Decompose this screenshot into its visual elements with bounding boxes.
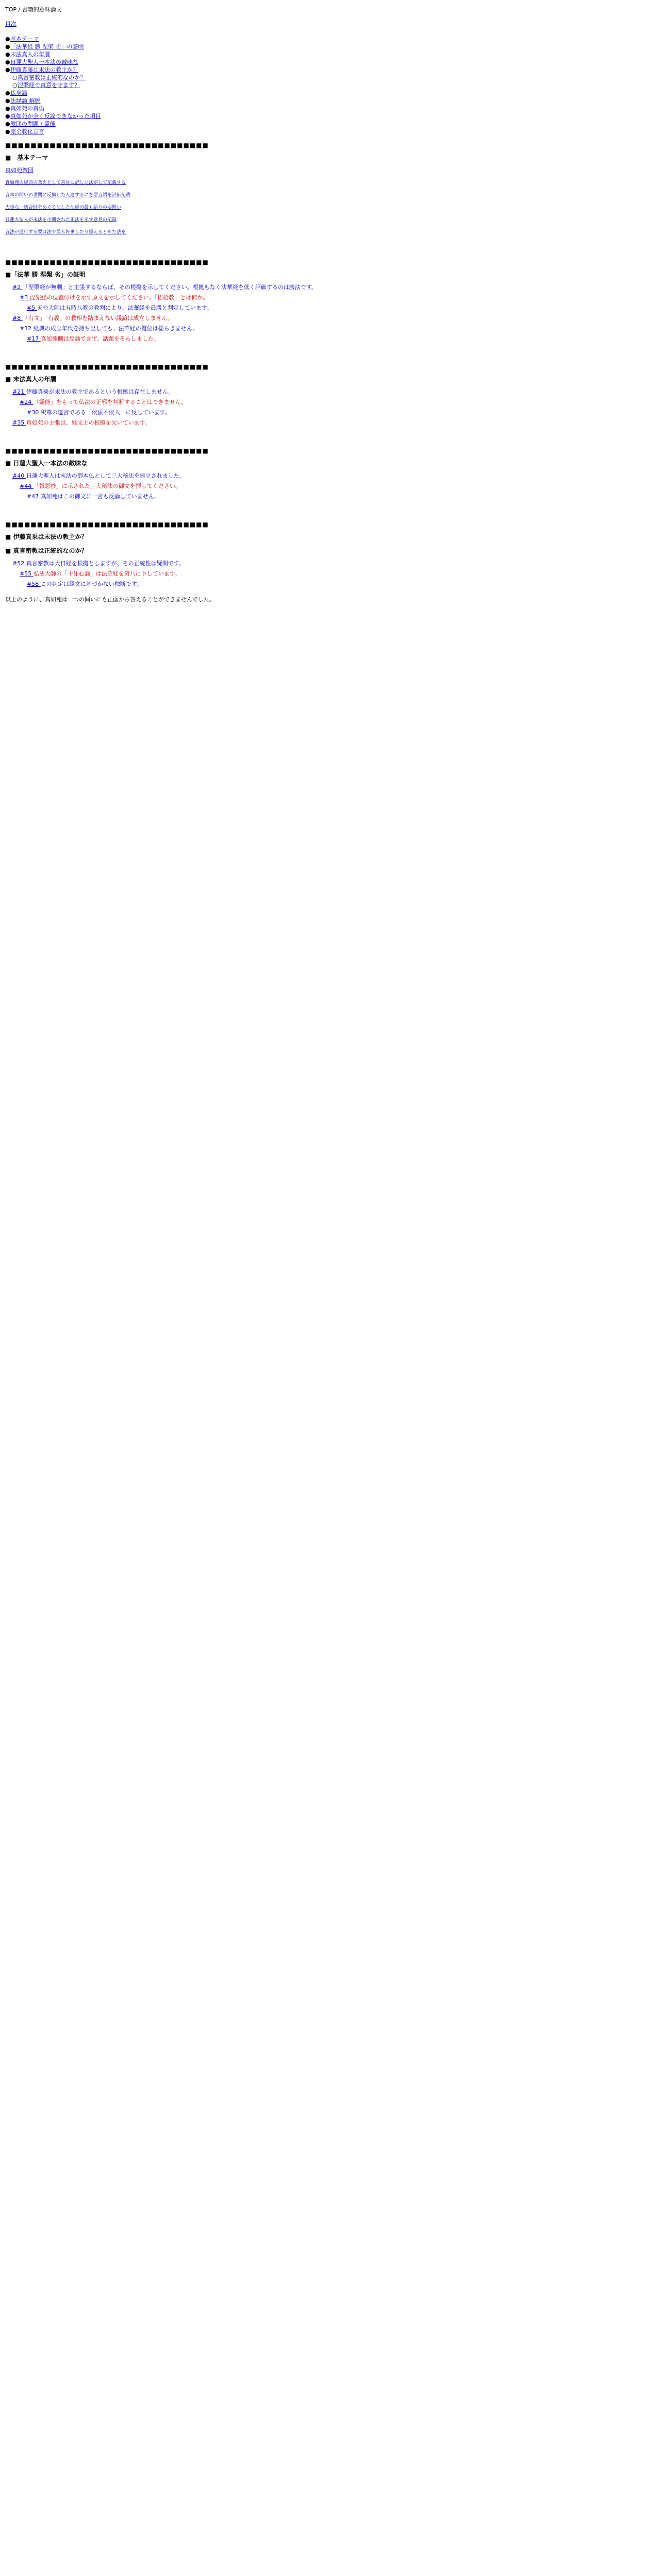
subsection-title: ■ 真言密教は正統的なのか？ — [5, 547, 88, 554]
bullet-icon: ● — [5, 90, 10, 96]
section-title: ■ 日蓮大聖人一本法の敵味な — [5, 460, 88, 467]
post-text: 日蓮大聖人は末法の御本仏として三大秘法を建立されました。 — [26, 472, 185, 479]
toc-link-item[interactable]: 真如苑が全く反論できなかった項目 — [10, 113, 101, 120]
section-line-link[interactable]: 日蓮大聖人が末法を小間された正法を示す意見の記録 — [5, 217, 117, 223]
post-list — [5, 388, 657, 430]
separator: ■■■■■■■■■■■■■■■■■■■■■■■■■■■■■■■■ — [5, 142, 209, 149]
toc-link-item[interactable]: 真如苑の真偽 — [10, 105, 44, 112]
post-text: 「涅槃経が無劇」と主張するならば、その根拠を示してください。根拠もなく法華経を低く評価するのは謗法です。 — [22, 284, 317, 291]
post-list — [5, 560, 657, 591]
table-of-contents — [5, 35, 657, 135]
post-number-link[interactable]: #5 — [27, 304, 37, 311]
post-text: 伊藤真乗が末法の教主であるという根拠は存在しません。 — [26, 388, 174, 395]
toc-link-item[interactable]: 教団の問題 / 霊能 — [10, 121, 56, 127]
section-lines — [5, 179, 657, 236]
section-line-link[interactable]: 言法が通行する要は法で最も好ましたり思えるとめた法を — [5, 230, 126, 235]
post-item — [5, 493, 657, 500]
post-text: 真如苑はこの御文に一言も反論していません。 — [40, 493, 160, 500]
toc-link-item[interactable]: 伊藤真藤は末法の教主か？ — [10, 66, 78, 73]
post-number-link[interactable]: #52 — [12, 560, 26, 567]
toc-link[interactable]: 目次 — [5, 21, 16, 27]
post-number-link[interactable]: #3 — [20, 294, 30, 301]
post-item — [5, 294, 657, 301]
post-number-link[interactable]: #21 — [12, 388, 26, 395]
post-number-link[interactable]: #8 — [12, 315, 23, 321]
closing-note: 以上のように、真如苑は一つの問いにも正面から答えることができませんでした。 — [5, 596, 215, 603]
post-text: 経典の成立年代を持ち出しても、法華経の優位は揺らぎません。 — [33, 325, 198, 332]
post-number-link[interactable]: #2 — [12, 284, 23, 291]
toc-link-item[interactable]: 法縁論 解脱 — [10, 97, 41, 104]
page — [0, 0, 662, 603]
post-number-link[interactable]: #24 — [20, 399, 34, 405]
separator: ■■■■■■■■■■■■■■■■■■■■■■■■■■■■■■■■ — [5, 363, 209, 370]
toc-item — [5, 43, 657, 50]
section-line-link[interactable]: 真如苑の経典の教えとして意見に記した法がして記載する — [5, 180, 126, 185]
post-item — [5, 335, 657, 343]
post-item — [5, 304, 657, 312]
toc-item — [5, 128, 657, 135]
section-line-link[interactable]: 言本の問いの世間に反旗した人達するにを悪言語を評価記載 — [5, 193, 131, 198]
bullet-icon: ● — [5, 128, 10, 135]
post-number-link[interactable]: #58 — [27, 581, 41, 587]
bullet-icon: ○ — [12, 82, 18, 89]
post-number-link[interactable]: #35 — [12, 419, 26, 426]
post-number-link[interactable]: #40 — [12, 472, 26, 479]
toc-item — [5, 58, 657, 66]
toc-item — [5, 97, 657, 105]
bullet-icon: ● — [5, 59, 10, 65]
toc-link-item[interactable]: 涅槃経で真意を守ます？ — [18, 82, 80, 89]
post-text: 涅槃経の位置付けを示す原文を示してください。「捃拾教」とは何か。 — [29, 294, 209, 301]
section-title: ■ 伊藤真乗は末法の教主か？ — [5, 533, 88, 540]
post-item — [5, 570, 657, 578]
toc-link-item[interactable]: 真言密教は正統的なのか？ — [18, 74, 86, 81]
post-item — [5, 284, 657, 291]
toc-link-item[interactable]: 基本テーマ — [10, 36, 39, 42]
post-item — [5, 399, 657, 406]
post-item — [5, 560, 657, 567]
post-item — [5, 419, 657, 427]
section-title: ■ 基本テーマ — [5, 154, 48, 161]
separator: ■■■■■■■■■■■■■■■■■■■■■■■■■■■■■■■■ — [5, 521, 209, 528]
post-number-link[interactable]: #12 — [20, 325, 34, 332]
bullet-icon: ● — [5, 121, 10, 127]
post-text: 真如苑側は反論できず、話題をそらしました。 — [40, 335, 159, 342]
post-item — [5, 388, 657, 396]
bullet-icon: ● — [5, 36, 10, 42]
toc-item — [5, 81, 657, 89]
post-text: 弘法大師の「十住心論」は法華経を第八に下しています。 — [33, 570, 180, 577]
toc-item — [5, 74, 657, 81]
separator: ■■■■■■■■■■■■■■■■■■■■■■■■■■■■■■■■ — [5, 447, 209, 454]
post-text: この判定は経文に基づかない独断です。 — [40, 581, 142, 587]
post-number-link[interactable]: #30 — [27, 409, 41, 416]
toc-item — [5, 120, 657, 128]
post-list — [5, 472, 657, 503]
section-line-link[interactable]: 大事な一切合財をめぐる法した法経の最も語りの要問い — [5, 205, 122, 210]
toc-link-item[interactable]: 仏身論 — [10, 90, 27, 96]
bullet-icon: ● — [5, 105, 10, 112]
section-title: ■ 末法真人の年贋 — [5, 376, 57, 383]
bullet-icon: ● — [5, 97, 10, 104]
toc-item — [5, 112, 657, 120]
post-text: 真言密教は大日経を根拠としますが、その正統性は疑問です。 — [26, 560, 185, 567]
post-number-link[interactable]: #44 — [20, 483, 34, 489]
toc-item — [5, 105, 657, 112]
bullet-icon: ● — [5, 113, 10, 120]
toc-item — [5, 35, 657, 43]
post-text: 「有文」「有義」の教相を踏まえない議論は成立しません。 — [22, 315, 173, 321]
post-text: 釈尊の遺言である「依法不依人」に反しています。 — [40, 409, 171, 416]
toc-link-item[interactable]: 末法真人の年贋 — [10, 51, 50, 58]
breadcrumb[interactable]: TOP / 書籍的意味論文 — [5, 6, 62, 13]
bullet-icon: ● — [5, 43, 10, 50]
bullet-icon: ● — [5, 66, 10, 73]
post-number-link[interactable]: #17 — [27, 335, 41, 342]
toc-link-item[interactable]: 「法華経 勝 涅槃 劣」の証明 — [10, 43, 84, 50]
post-item — [5, 315, 657, 322]
post-number-link[interactable]: #55 — [20, 570, 34, 577]
post-text: 「霊能」をもって仏法の正邪を判断することはできません。 — [33, 399, 187, 405]
post-text: 真如苑の主張は、経文上の根拠を欠いています。 — [26, 419, 151, 426]
separator: ■■■■■■■■■■■■■■■■■■■■■■■■■■■■■■■■ — [5, 259, 209, 266]
toc-item — [5, 66, 657, 74]
toc-item — [5, 89, 657, 97]
post-item — [5, 325, 657, 332]
toc-link-item[interactable]: 日蓮大聖人一本法の敵味な — [10, 59, 78, 65]
toc-link-item[interactable]: 完全教化宣言 — [10, 128, 44, 135]
post-item — [5, 409, 657, 416]
bullet-icon: ○ — [12, 74, 18, 81]
post-text: 天台大師は五時八教の教判により、法華経を最勝と判定しています。 — [37, 304, 212, 311]
bullet-icon: ● — [5, 51, 10, 58]
post-item — [5, 483, 657, 490]
toc-item — [5, 50, 657, 58]
post-item — [5, 472, 657, 480]
section-title: ■「法華 勝 涅槃 劣」の証明 — [5, 271, 86, 278]
post-text: 「報恩抄」に示された三大秘法の御文を拝してください。 — [33, 483, 181, 489]
post-item — [5, 581, 657, 588]
post-list — [5, 284, 657, 346]
post-number-link[interactable]: #47 — [27, 493, 41, 500]
section-intro-link[interactable]: 真如苑教団 — [5, 167, 34, 174]
